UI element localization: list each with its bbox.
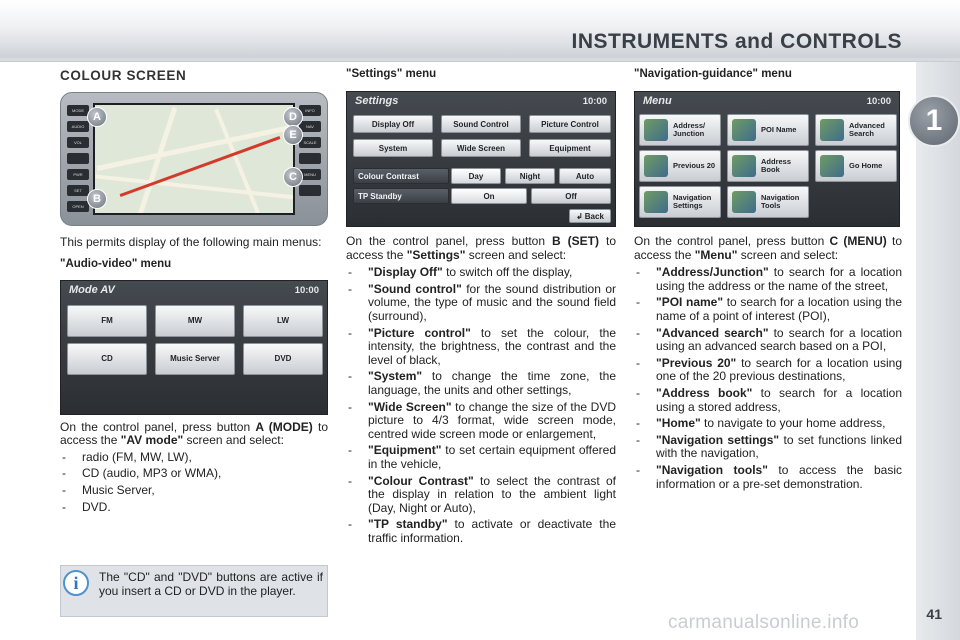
list-item	[634, 434, 902, 461]
item-term: "Wide Screen"	[368, 399, 452, 414]
instruction-text: On the control panel, press button	[60, 419, 256, 434]
item-term: "Home"	[656, 416, 701, 431]
device-button: SCALE	[299, 137, 321, 148]
instruction-text: to access the	[346, 234, 616, 262]
av-button-fm[interactable]: FM	[67, 305, 147, 337]
item-term: "Sound control"	[368, 281, 462, 296]
item-desc: to search for a location using the address or the name of the street,	[656, 265, 902, 293]
nav-button-navigation-tools[interactable]	[727, 186, 809, 218]
instruction-text: On the control panel, press button	[346, 234, 553, 248]
list-item: - CD (audio, MP3 or WMA),	[60, 467, 328, 481]
info-icon: i	[63, 570, 89, 596]
list-item	[346, 327, 616, 368]
colour-contrast-label: Colour Contrast	[353, 168, 449, 184]
home-icon	[820, 155, 844, 177]
column-settings	[346, 66, 616, 548]
nav-button-poi-name[interactable]	[727, 114, 809, 146]
item-term: "Navigation tools"	[656, 462, 768, 477]
item-term: "Equipment"	[368, 443, 442, 458]
nav-button-label: Previous 20	[673, 160, 716, 170]
list-item	[634, 387, 902, 414]
info-note	[60, 565, 328, 617]
screen-title: Settings	[355, 95, 399, 107]
navigation-instruction	[634, 235, 902, 262]
device-button: MODE	[67, 105, 89, 116]
poi-icon	[732, 119, 756, 141]
settings-button-wide-screen[interactable]: Wide Screen	[441, 139, 521, 157]
av-button-lw[interactable]: LW	[243, 305, 323, 337]
badge-e: E	[283, 125, 303, 145]
screen-clock: 10:00	[294, 284, 319, 296]
settings-button-sound-control[interactable]: Sound Control	[441, 115, 521, 133]
device-button: INFO	[299, 105, 321, 116]
address-icon	[644, 119, 668, 141]
item-desc: to search for a location using one of the 20 previous destinations,	[656, 355, 902, 384]
item-desc: to access the basic information or a pre-set demonstration.	[656, 462, 903, 491]
nav-button-label: POI Name	[761, 124, 797, 134]
key-c-menu: C (MENU)	[829, 234, 887, 248]
list-item	[634, 464, 902, 491]
contrast-option-night[interactable]: Night	[505, 168, 555, 184]
instruction-text: screen and select:	[465, 247, 567, 262]
list-item	[346, 475, 616, 516]
item-desc: to set certain equipment offered in the vehicle,	[368, 443, 616, 471]
map-road	[97, 124, 295, 171]
list-item	[346, 370, 616, 397]
settings-icon	[644, 191, 668, 213]
item-desc: to search for a location using the name of a point of interest (POI),	[656, 295, 902, 323]
page-title: INSTRUMENTS and CONTROLS	[571, 30, 902, 53]
item-desc: to switch off the display,	[442, 265, 573, 280]
nav-button-navigation-settings[interactable]	[639, 186, 721, 218]
device-button: NAV	[299, 121, 321, 132]
list-item	[634, 417, 902, 431]
audio-video-list	[60, 451, 328, 514]
item-desc: to search for a location using a stored address,	[656, 385, 902, 414]
book-icon	[732, 155, 756, 177]
instruction-text: screen and select:	[737, 247, 839, 262]
settings-instruction	[346, 235, 616, 262]
item-desc: to activate or deactivate the traffic information.	[368, 517, 616, 545]
item-desc: to select the contrast of the display in relation to the ambient light (Day, Night or Auto),	[368, 473, 616, 515]
screen-topbar	[635, 92, 899, 112]
chapter-number: 1	[925, 104, 943, 137]
screen-title: Menu	[643, 95, 672, 107]
back-arrow-icon: ↲	[576, 211, 583, 221]
badge-d: D	[283, 107, 303, 127]
settings-screenshot	[346, 91, 616, 227]
nav-button-previous-20[interactable]	[639, 150, 721, 182]
nav-button-label: Address Book	[761, 156, 792, 174]
list-item	[634, 327, 902, 354]
screen-topbar	[347, 92, 615, 112]
item-desc: to set functions linked with the navigation,	[656, 432, 903, 461]
list-item: - radio (FM, MW, LW),	[60, 451, 328, 465]
badge-a: A	[87, 107, 107, 127]
list-item	[346, 444, 616, 471]
audio-video-instruction	[60, 421, 328, 448]
list-item: - Music Server,	[60, 484, 328, 498]
back-button[interactable]	[569, 209, 611, 223]
instruction-text: to access the	[634, 234, 902, 262]
list-item	[346, 401, 616, 442]
list-item	[346, 518, 616, 545]
screen-name: "Menu"	[694, 247, 738, 262]
nav-button-address-book[interactable]	[727, 150, 809, 182]
header-divider	[0, 58, 960, 61]
key-b-set: B (SET)	[552, 234, 599, 248]
settings-button-system[interactable]: System	[353, 139, 433, 157]
item-desc: to set the colour, the intensity, the brightness, the contrast and the level of black,	[368, 325, 617, 367]
history-icon	[644, 155, 668, 177]
device-button: VOL	[67, 137, 89, 148]
screen-clock: 10:00	[582, 96, 607, 107]
item-term: "Colour Contrast"	[368, 473, 474, 488]
item-term: "Previous 20"	[656, 355, 737, 370]
standby-option-off[interactable]: Off	[531, 188, 611, 204]
info-icon	[732, 191, 756, 213]
map-road	[214, 108, 260, 213]
device-button	[299, 185, 321, 196]
colour-screen-photo	[60, 92, 328, 226]
nav-button-label: Address/ Junction	[673, 120, 706, 138]
device-button: SET	[67, 185, 89, 196]
watermark: carmanualsonline.info	[668, 612, 860, 633]
nav-button-label: Navigation Settings	[673, 192, 712, 210]
device-left-buttons	[67, 105, 89, 217]
audio-video-screenshot	[60, 280, 328, 415]
item-term: "Navigation settings"	[656, 432, 780, 447]
item-desc: for the sound distribution or volume, the type of music and the sound field (surround),	[368, 281, 616, 323]
item-term: "Display Off"	[368, 265, 443, 280]
list-item	[346, 266, 616, 280]
device-button: PWR	[67, 169, 89, 180]
column-navigation	[634, 66, 902, 494]
badge-b: B	[87, 189, 107, 209]
navigation-title: "Navigation-guidance" menu	[634, 68, 792, 80]
item-desc: to change the time zone, the language, the units and other settings,	[368, 369, 616, 397]
device-map-screen	[93, 103, 295, 215]
tp-standby-label: TP Standby	[353, 188, 449, 204]
nav-button-label: Navigation Tools	[761, 192, 800, 210]
settings-list	[346, 266, 616, 545]
nav-button-label: Go Home	[849, 160, 883, 170]
nav-button-advanced-search[interactable]	[815, 114, 897, 146]
device-button: MENU	[299, 169, 321, 180]
contrast-option-auto[interactable]: Auto	[559, 168, 611, 184]
audio-video-title: "Audio-video" menu	[60, 257, 172, 270]
list-item: - DVD.	[60, 501, 328, 515]
info-note-text: The "CD" and "DVD" buttons are active if you insert a CD or DVD in the player.	[99, 570, 323, 598]
item-term: "Picture control"	[368, 325, 471, 340]
section-title: COLOUR SCREEN	[60, 68, 187, 83]
contrast-option-day[interactable]: Day	[451, 168, 501, 184]
av-button-music-server[interactable]: Music Server	[155, 343, 235, 375]
settings-button-equipment[interactable]: Equipment	[529, 139, 611, 157]
list-item	[634, 266, 902, 293]
item-desc: to change the size of the DVD picture to 4/3 format, wide screen mode, centred wide screen mode or enlargement,	[368, 399, 617, 441]
chapter-tab	[908, 95, 960, 147]
nav-button-address-junction[interactable]	[639, 114, 721, 146]
item-desc: to navigate to your home address,	[700, 416, 886, 431]
column-colour-screen	[60, 66, 328, 517]
screen-title: Mode AV	[69, 283, 115, 296]
nav-button-go-home[interactable]	[815, 150, 897, 182]
item-term: "POI name"	[656, 295, 724, 310]
map-road	[95, 174, 295, 199]
item-term: "Address/Junction"	[656, 265, 769, 280]
key-a-mode: A (MODE)	[255, 419, 313, 434]
side-strip	[916, 62, 960, 640]
item-term: "System"	[368, 369, 423, 384]
page-header	[0, 0, 960, 62]
list-item	[634, 296, 902, 323]
instruction-text: to access the	[60, 419, 328, 448]
back-label: Back	[584, 211, 604, 221]
instruction-text: On the control panel, press button	[634, 234, 830, 248]
list-item	[634, 357, 902, 384]
navigation-list	[634, 266, 902, 491]
settings-button-display-off[interactable]: Display Off	[353, 115, 433, 133]
item-term: "Advanced search"	[656, 325, 769, 340]
screen-name: "AV mode"	[120, 433, 184, 448]
standby-option-on[interactable]: On	[451, 188, 527, 204]
item-term: "TP standby"	[368, 517, 448, 532]
screen-topbar	[61, 281, 327, 301]
item-desc: to search for a location using an advanced search based on a POI,	[656, 325, 902, 354]
settings-title: "Settings" menu	[346, 68, 437, 80]
list-item	[346, 283, 616, 324]
screen-clock: 10:00	[866, 96, 891, 107]
device-button: AUDIO	[67, 121, 89, 132]
av-button-dvd[interactable]: DVD	[243, 343, 323, 375]
device-button: OPEN	[67, 201, 89, 212]
badge-c: C	[283, 167, 303, 187]
av-button-mw[interactable]: MW	[155, 305, 235, 337]
intro-text: This permits display of the following main menus:	[60, 235, 322, 249]
settings-button-picture-control[interactable]: Picture Control	[529, 115, 611, 133]
av-button-cd[interactable]: CD	[67, 343, 147, 375]
device-button	[67, 153, 89, 164]
item-term: "Address book"	[656, 385, 753, 400]
nav-button-label: Advanced Search	[849, 120, 885, 138]
instruction-text: screen and select:	[183, 433, 284, 448]
screen-name: "Settings"	[406, 247, 466, 262]
device-button	[299, 153, 321, 164]
search-icon	[820, 119, 844, 141]
navigation-screenshot	[634, 91, 900, 227]
page-number: 41	[926, 606, 942, 622]
